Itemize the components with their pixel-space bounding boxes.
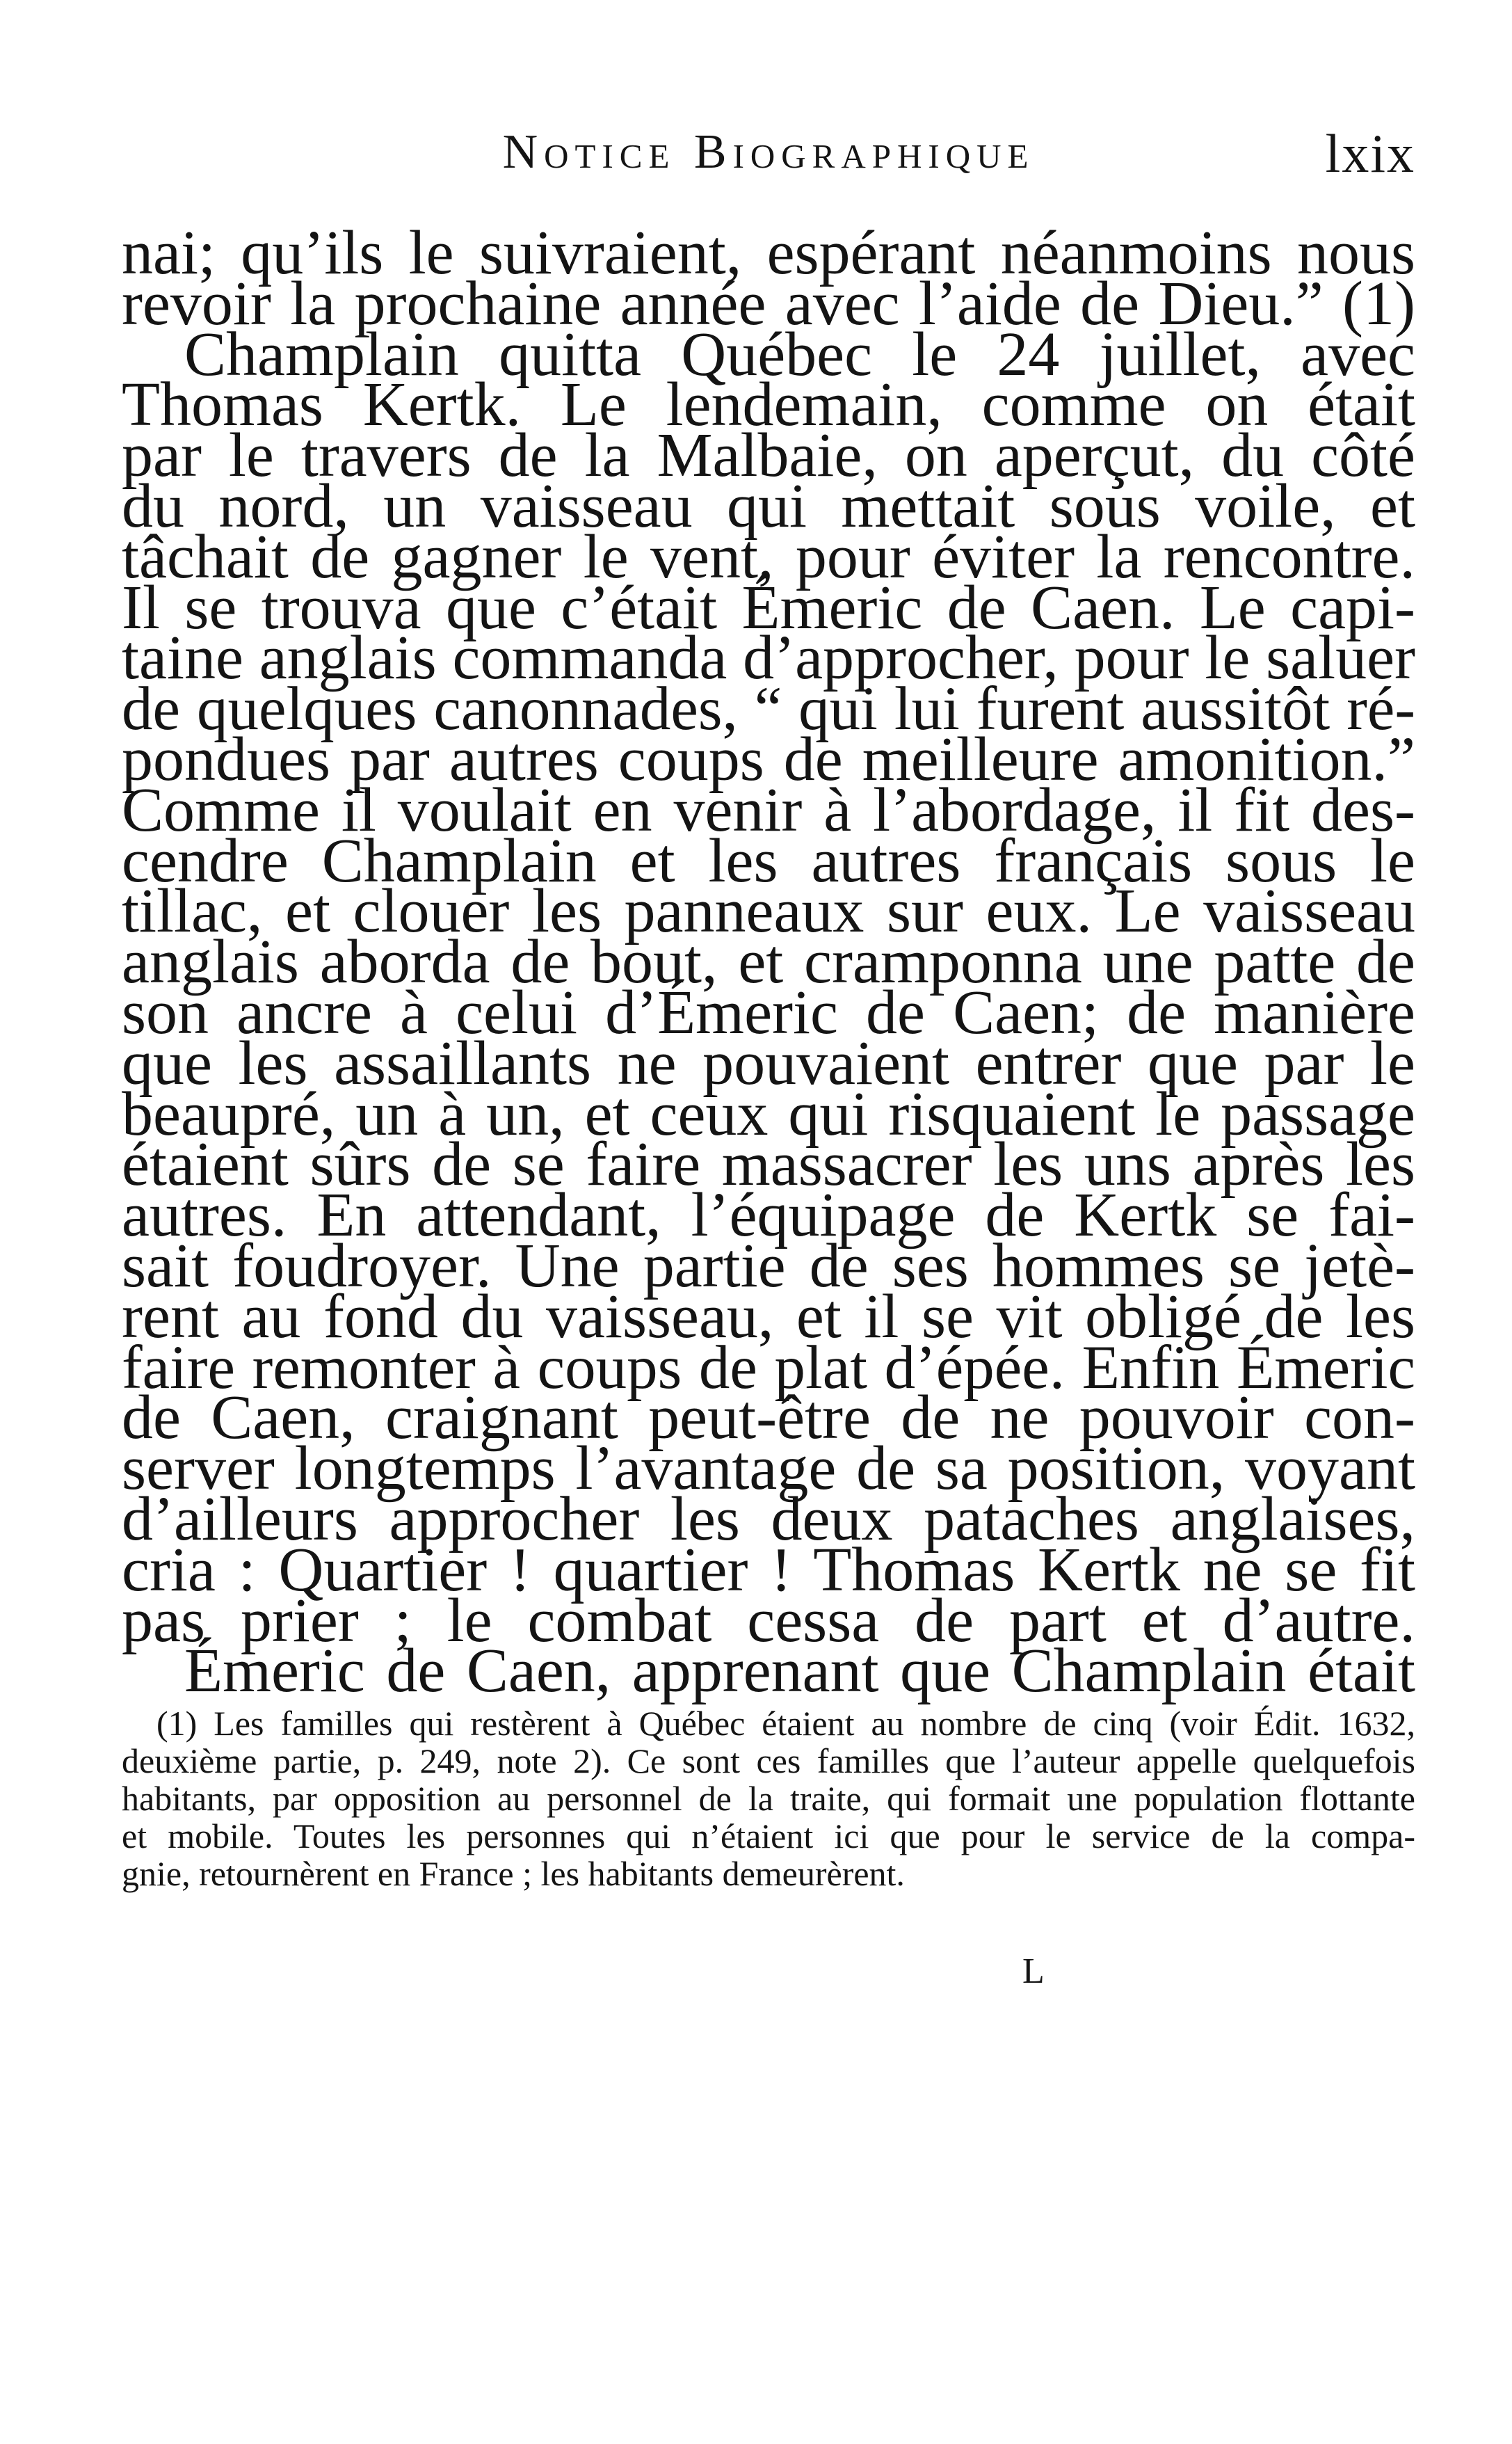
text-line-5: par le travers de la Malbaie, on aperçut, du côté xyxy=(122,421,1415,490)
running-head xyxy=(122,117,1415,193)
signature-mark: L xyxy=(1022,1951,1045,1991)
footnote-line-4: et mobile. Toutes les personnes qui n’étaient ici que pour le service de la compa- xyxy=(122,1816,1415,1855)
text-line-16: son ancre à celui d’Émeric de Caen; de manière xyxy=(122,978,1415,1047)
text-line-7: tâchait de gagner le vent, pour éviter la rencontre. xyxy=(122,522,1415,591)
text-line-27: cria : Quartier ! quartier ! Thomas Kertk ne se fit xyxy=(122,1535,1415,1604)
text-line-12: Comme il voulait en venir à l’abordage, il fit des- xyxy=(122,775,1415,845)
text-line-9: taine anglais commanda d’approcher, pour le saluer xyxy=(122,623,1415,693)
text-line-1: nai; qu’ils le suivraient, espérant néanmoins nous xyxy=(122,218,1415,287)
main-text xyxy=(122,218,1415,1706)
text-line-29: Émeric de Caen, apprenant que Champlain était xyxy=(184,1636,1415,1706)
text-line-6: du nord, un vaisseau qui mettait sous voile, et xyxy=(122,472,1415,541)
running-title: Notice Biographique xyxy=(502,125,1035,179)
text-line-10: de quelques canonnades, “ qui lui furent aussitôt ré- xyxy=(122,675,1415,744)
text-line-28: pas prier ; le combat cessa de part et d’autre. xyxy=(122,1586,1415,1655)
text-line-4: Thomas Kertk. Le lendemain, comme on était xyxy=(122,370,1415,440)
text-line-21: sait foudroyer. Une partie de ses hommes se jetè- xyxy=(122,1231,1415,1300)
text-line-13: cendre Champlain et les autres français sous le xyxy=(122,826,1415,895)
text-line-25: server longtemps l’avantage de sa position, voyant xyxy=(122,1434,1415,1503)
text-line-14: tillac, et clouer les panneaux sur eux. Le vaisseau xyxy=(122,877,1415,946)
text-line-26: d’ailleurs approcher les deux pataches anglaises, xyxy=(122,1485,1415,1554)
text-line-15: anglais aborda de bout, et cramponna une patte de xyxy=(122,927,1415,997)
text-line-24: de Caen, craignant peut-être de ne pouvoir con- xyxy=(122,1383,1415,1453)
footnote-line-2: deuxième partie, p. 249, note 2). Ce sont ces familles que l’auteur appelle quelquefois xyxy=(122,1741,1415,1780)
footnote-line-1: (1) Les familles qui restèrent à Québec étaient au nombre de cinq (voir Édit. 1632, xyxy=(156,1704,1415,1743)
text-line-22: rent au fond du vaisseau, et il se vit obligé de les xyxy=(122,1281,1415,1351)
text-line-18: beaupré, un à un, et ceux qui risquaient le passage xyxy=(122,1079,1415,1149)
text-line-23: faire remonter à coups de plat d’épée. Enfin Émeric xyxy=(122,1333,1415,1402)
text-line-19: étaient sûrs de se faire massacrer les uns après les xyxy=(122,1130,1415,1199)
footnote-line-5: gnie, retournèrent en France ; les habitants demeurèrent. xyxy=(122,1854,905,1893)
text-line-11: pondues par autres coups de meilleure amonition.” xyxy=(122,725,1415,794)
page-number: lxix xyxy=(1325,123,1415,184)
text-line-3: Champlain quitta Québec le 24 juillet, avec xyxy=(184,319,1415,389)
text-line-8: Il se trouva que c’était Émeric de Caen. Le capi- xyxy=(122,573,1415,642)
text-line-20: autres. En attendant, l’équipage de Kertk se fai- xyxy=(122,1181,1415,1250)
footnote-line-3: habitants, par opposition au personnel de la traite, qui formait une population flottante xyxy=(122,1779,1415,1818)
text-line-17: que les assaillants ne pouvaient entrer que par le xyxy=(122,1028,1415,1098)
text-line-2: revoir la prochaine année avec l’aide de Dieu.” (1) xyxy=(122,269,1415,338)
footnote xyxy=(122,1704,1415,1941)
